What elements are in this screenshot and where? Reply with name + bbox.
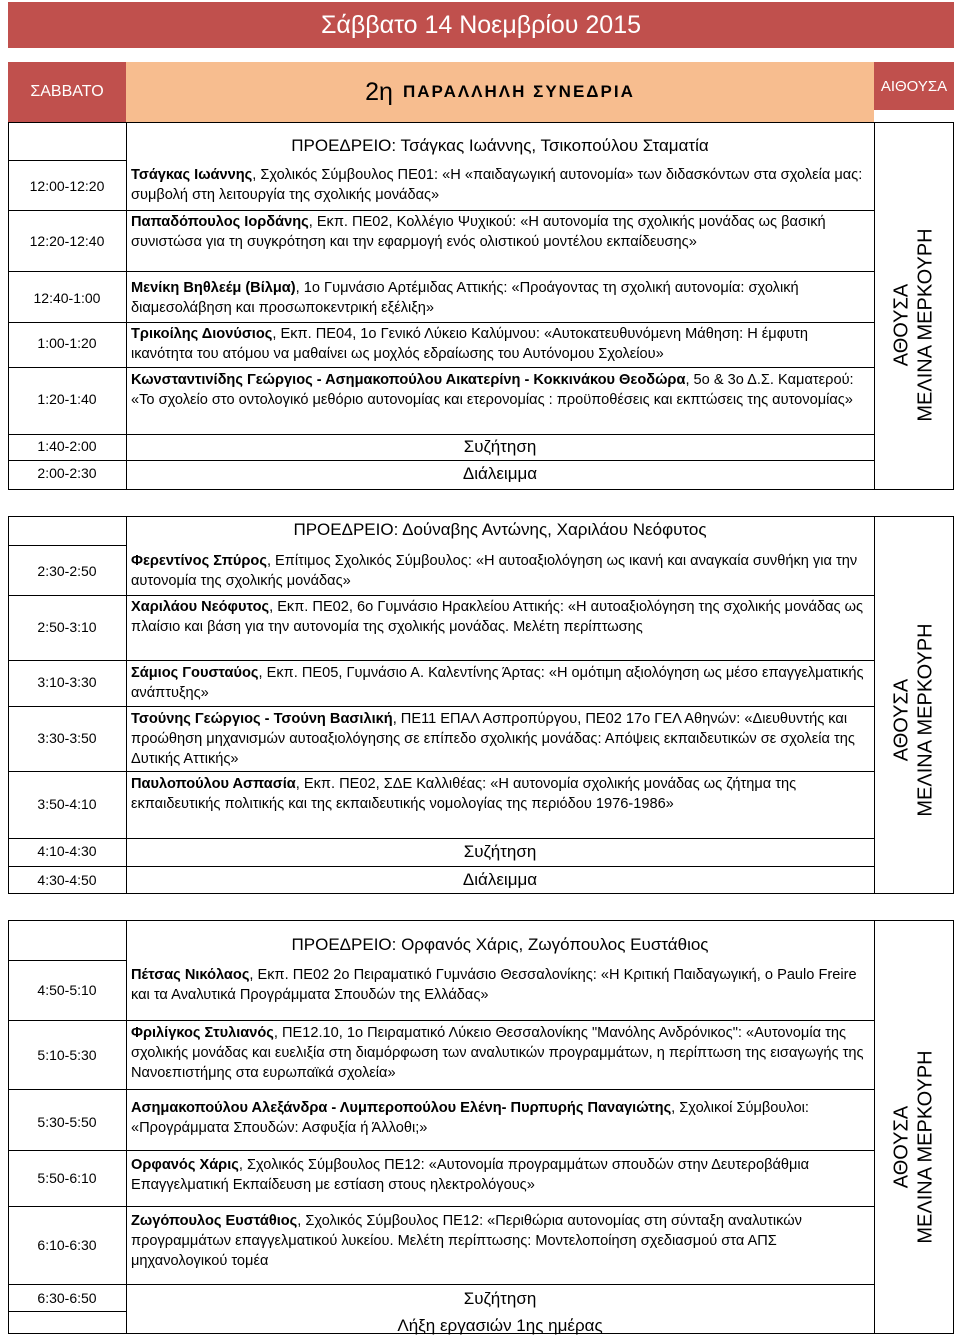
block-3-presidium: ΠΡΟΕΔΡΕΙΟ: Ορφανός Χάρις, Ζωγόπουλος Ευστάθιος [291, 935, 709, 954]
talk-text: , Εκπ. ΠΕ02, Κολλέγιο Ψυχικού: «Η αυτονομία της σχολικής μονάδας ως βασική συνιστώσα για τη συγκρότηση και την εφαρμογή ενός ολιστικού μοντέλου εκπαίδευσης» [131, 214, 826, 250]
block-1-presidium: ΠΡΟΕΔΡΕΙΟ: Τσάγκας Ιωάννης, Τσικοπούλου Σταματία [291, 136, 709, 155]
closing-label: Λήξη εργασιών 1ης ημέρας [397, 1316, 603, 1335]
speaker: Κωνσταντινίδης Γεώργιος - Ασημακοπούλου Αικατερίνη - Κοκκινάκου Θεοδώρα [131, 372, 686, 388]
room-name [874, 160, 954, 490]
speaker: Μενίκη Βηθλεέμ (Βίλμα) [131, 280, 296, 296]
time-slot: 12:40-1:00 [33, 290, 101, 306]
talk-entry [131, 663, 871, 703]
time-slot: 3:50-4:10 [37, 796, 97, 812]
time-slot: 5:10-5:30 [37, 1047, 97, 1063]
time-slot: 6:30-6:50 [37, 1290, 97, 1306]
time-slot: 3:10-3:30 [37, 674, 97, 690]
talk-text: , Σχολικοί Σύμβουλοι: «Προγράμματα Σπουδών: Ασφυξία ή Άλλοθι;» [131, 1100, 809, 1136]
time-slot: 2:00-2:30 [37, 465, 97, 481]
block-2-presidium: ΠΡΟΕΔΡΕΙΟ: Δούναβης Αντώνης, Χαριλάου Νεόφυτος [293, 520, 707, 539]
session-label: ΠΑΡΑΛΛΗΛΗ ΣΥΝΕΔΡΙΑ [402, 82, 635, 101]
discussion-label: Συζήτηση [463, 437, 537, 456]
talk-text: , 1ο Γυμνάσιο Αρτέμιδας Αττικής: «Προάγοντας τη σχολική αυτονομία: σχολική διαμεσολάβηση και προσωποκεντρική εξέλιξη» [131, 280, 799, 316]
talk-text: , Εκπ. ΠΕ02, 6ο Γυμνάσιο Ηρακλείου Αττικής: «Η αυτοαξιολόγηση της σχολικής μονάδας ως πλαίσιο και βάση για την αυτονομία της σχολικής μονάδας. Μελέτη περίπτωσης [131, 599, 864, 635]
time-slot: 3:30-3:50 [37, 730, 97, 746]
session-number: 2η [365, 77, 393, 106]
talk-entry [131, 212, 871, 252]
room-line-1: ΑΘΟΥΣΑ [891, 283, 914, 367]
talk-text: , Σχολικός Σύμβουλος ΠΕ01: «Η «παιδαγωγική αυτονομία» των διδασκόντων στα σχολεία μας: συμβολή στη λειτουργία της σχολικής μονάδας» [131, 167, 863, 203]
discussion-label: Συζήτηση [463, 842, 537, 861]
speaker: Σάμιος Γουσταύος [131, 665, 259, 681]
room-name [874, 960, 954, 1334]
speaker: Τσούνης Γεώργιος - Τσούνη Βασιλική [131, 711, 393, 727]
room-name [874, 545, 954, 894]
talk-entry [131, 324, 871, 364]
speaker: Ορφανός Χάρις [131, 1157, 239, 1173]
room-line-1: ΑΘΟΥΣΑ [891, 678, 914, 761]
talk-entry [131, 1155, 871, 1195]
time-slot: 6:10-6:30 [37, 1237, 97, 1253]
time-slot: 5:50-6:10 [37, 1170, 97, 1186]
talk-text: , Εκπ. ΠΕ04, 1ο Γενικό Λύκειο Καλύμνου: «Αυτοκατευθυνόμενη Μάθηση: Η έμφυτη ικανότητα του ατόμου να μαθαίνει ως μοχλός εδραίωσης του Αυτόνομου Σχολείου» [131, 326, 809, 362]
talk-text: , Εκπ. ΠΕ05, Γυμνάσιο Α. Καλεντίνης Άρτας: «Η ομότιμη αξιολόγηση ως μέσο επαγγελματικής ανάπτυξης» [131, 665, 864, 701]
talk-entry [131, 1098, 871, 1138]
speaker: Τσάγκας Ιωάννης [131, 167, 253, 183]
session-header [126, 62, 874, 122]
talk-entry [131, 551, 871, 591]
talk-text: , 5ο & 3ο Δ.Σ. Καματερού: «Το σχολείο στο οντολογικό μεθόριο αυτονομίας και ετερονομίας : προϋποθέσεις και εκπτώσεις της αυτονομίας» [131, 372, 854, 408]
speaker: Χαριλάου Νεόφυτος [131, 599, 270, 615]
time-slot: 2:30-2:50 [37, 563, 97, 579]
room-header: ΑΙΘΟΥΣΑ [874, 62, 954, 110]
speaker: Ζωγόπουλος Ευστάθιος [131, 1213, 298, 1229]
talk-entry [131, 1211, 871, 1271]
speaker: Πέτσας Νικόλαος [131, 967, 250, 983]
talk-text: , Σχολικός Σύμβουλος ΠΕ12: «Περιθώρια αυτονομίας στη σύνταξη αναλυτικών προγραμμάτων επαγγελματικού λυκείου. Μελέτη περίπτωσης: Μοντελοποίηση σχεδιασμού στα ΑΠΣ μηχανολογικού τομέα [131, 1213, 802, 1269]
talk-entry [131, 278, 871, 318]
time-slot: 4:10-4:30 [37, 843, 97, 859]
speaker: Παυλοπούλου Ασπασία [131, 776, 296, 792]
talk-text: , Σχολικός Σύμβουλος ΠΕ12: «Αυτονομία προγραμμάτων σπουδών στην Δευτεροβάθμια Επαγγελματική Εκπαίδευση με εστίαση στους ηλεκτρολόγους» [131, 1157, 810, 1193]
time-slot: 1:40-2:00 [37, 438, 97, 454]
time-slot: 5:30-5:50 [37, 1114, 97, 1130]
talk-entry [131, 965, 871, 1005]
talk-text: , ΠΕ11 ΕΠΑΛ Ασπροπύργου, ΠΕ02 17ο ΓΕΛ Αθηνών: «Διευθυντής και προώθηση μηχανισμών αυτοαξιολόγησης σε επίπεδο σχολικής μονάδας: Απόψεις εκπαιδευτικών σε σχολεία της Δυτικής Αττικής» [131, 711, 855, 767]
discussion-label: Συζήτηση [463, 1289, 537, 1308]
speaker: Τρικοίλης Διονύσιος [131, 326, 273, 342]
talk-text: , Εκπ. ΠΕ02, ΣΔΕ Καλλιθέας: «Η αυτονομία σχολικής μονάδας ως ζήτημα της εκπαιδευτικής πολιτικής και της εκπαιδευτικής νομολογίας της περιόδου 1976-1986» [131, 776, 797, 812]
page-title: Σάββατο 14 Νοεμβρίου 2015 [8, 2, 954, 48]
talk-text: , Επίτιμος Σχολικός Σύμβουλος: «Η αυτοαξιολόγηση ως ικανή και αναγκαία συνθήκη για την αυτονομία της σχολικής μονάδας» [131, 553, 858, 589]
time-slot: 12:20-12:40 [29, 233, 105, 249]
time-slot: 4:50-5:10 [37, 982, 97, 998]
day-header: ΣΑΒΒΑΤΟ [8, 62, 126, 122]
talk-text: , Εκπ. ΠΕ02 2ο Πειραματικό Γυμνάσιο Θεσσαλονίκης: «Η Κριτική Παιδαγωγική, ο Paulo Freire και τα Αναλυτικά Προγράμματα Σπουδών της Ελλάδας» [131, 967, 857, 1003]
talk-entry [131, 709, 871, 769]
speaker: Φερεντίνος Σπύρος [131, 553, 267, 569]
room-line-2: ΜΕΛΙΝΑ ΜΕΡΚΟΥΡΗ [915, 1050, 938, 1244]
talk-entry [131, 370, 871, 410]
break-label: Διάλειμμα [462, 464, 538, 483]
talk-text: , ΠΕ12.10, 1ο Πειραματικό Λύκειο Θεσσαλονίκης "Μανόλης Ανδρόνικος": «Αυτονομία της σχολικής μονάδας και ευελιξία στη διαμόρφωση των αναλυτικών προγραμμάτων, η περίπτωση της εισαγωγής της Νανοεπιστήμης στα ευρωπαϊκά σχολεία» [131, 1025, 864, 1081]
speaker: Ασημακοπούλου Αλεξάνδρα - Λυμπεροπούλου Ελένη- Πυρπυρής Παναγιώτης [131, 1100, 672, 1116]
time-slot: 12:00-12:20 [29, 178, 105, 194]
break-label: Διάλειμμα [462, 870, 538, 889]
room-line-2: ΜΕΛΙΝΑ ΜΕΡΚΟΥΡΗ [915, 228, 938, 422]
talk-entry [131, 597, 871, 637]
time-slot: 4:30-4:50 [37, 872, 97, 888]
talk-entry [131, 774, 871, 814]
time-slot: 2:50-3:10 [37, 619, 97, 635]
talk-entry [131, 1023, 871, 1083]
room-line-1: ΑΘΟΥΣΑ [891, 1105, 914, 1189]
speaker: Φριλίγκος Στυλιανός [131, 1025, 274, 1041]
speaker: Παπαδόπουλος Ιορδάνης [131, 214, 309, 230]
time-slot: 1:20-1:40 [37, 391, 97, 407]
time-slot: 1:00-1:20 [37, 335, 97, 351]
room-line-2: ΜΕΛΙΝΑ ΜΕΡΚΟΥΡΗ [915, 622, 938, 817]
talk-entry [131, 165, 871, 205]
